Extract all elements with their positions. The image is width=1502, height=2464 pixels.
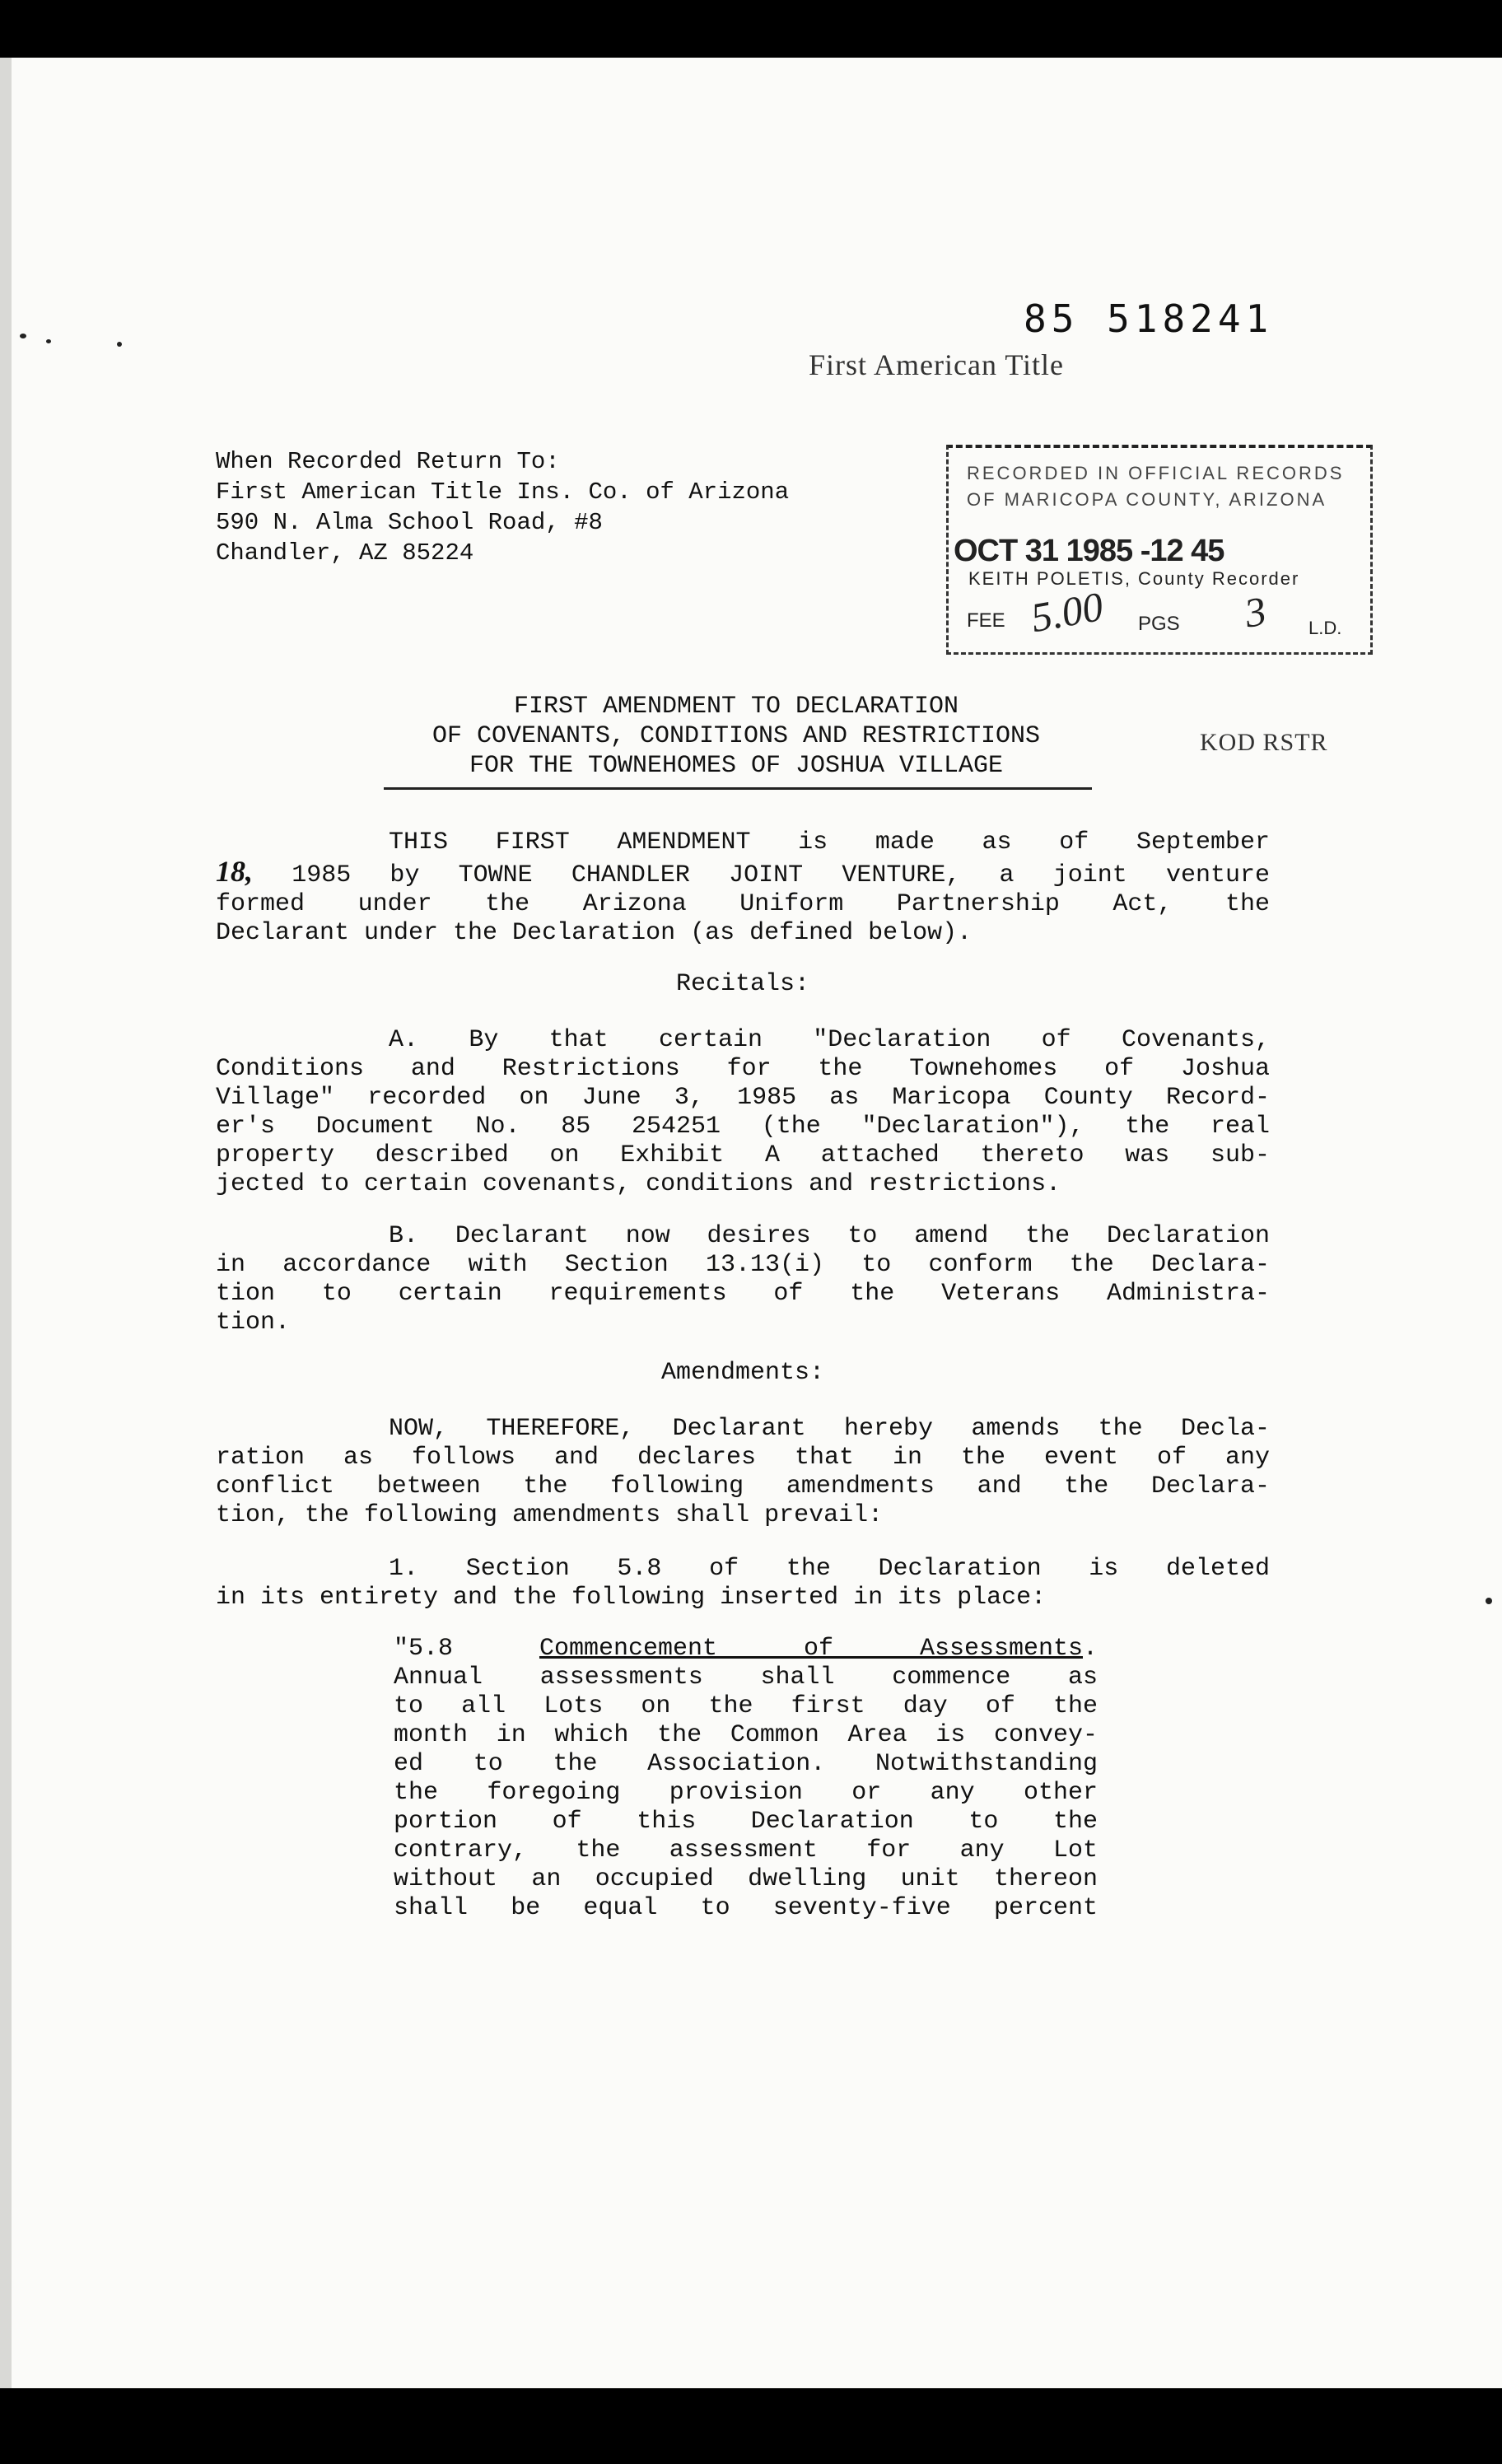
stamp-fee-label: FEE [967, 609, 1005, 632]
text-line: conflict between the following amendments and the Declara- [216, 1472, 1270, 1500]
title-line: OF COVENANTS, CONDITIONS AND RESTRICTIONS [431, 722, 1041, 750]
scan-speck [20, 334, 26, 338]
text-line: B. Declarant now desires to amend the Declaration [389, 1222, 1270, 1250]
stamp-pgs-label: PGS [1138, 613, 1180, 635]
text-line: THIS FIRST AMENDMENT is made as of September [389, 828, 1270, 856]
return-line: Chandler, AZ 85224 [216, 539, 474, 567]
document-title [366, 692, 1107, 781]
stamp-line: RECORDED IN OFFICIAL RECORDS [967, 463, 1345, 483]
title-underline [384, 787, 1092, 790]
side-mark: KOD RSTR [1200, 729, 1328, 756]
text-line: 1. Section 5.8 of the Declaration is deleted [389, 1555, 1270, 1583]
stamp-pgs-handwritten: 3 [1241, 587, 1270, 637]
text-line: Declarant under the Declaration (as defined below). [216, 919, 973, 947]
intro-paragraph [216, 828, 1270, 948]
scan-speck [1486, 1598, 1492, 1604]
text-line: A. By that certain "Declaration of Covenants, [389, 1026, 1270, 1054]
text-fragment: 1985 by TOWNE CHANDLER JOINT VENTURE, a joint venture [292, 861, 1270, 889]
return-heading: When Recorded Return To: [216, 448, 560, 475]
text-line: contrary, the assessment for any Lot [394, 1836, 1098, 1864]
text-line: the foregoing provision or any other [394, 1779, 1098, 1807]
text-line: tion, the following amendments shall prevail: [216, 1501, 884, 1529]
text-line: Village" recorded on June 3, 1985 as Maricopa County Record- [216, 1084, 1270, 1112]
text-line [216, 857, 1270, 890]
scanned-page [0, 58, 1502, 2388]
title-line: FIRST AMENDMENT TO DECLARATION [513, 693, 959, 721]
amendments-heading: Amendments: [660, 1359, 825, 1387]
text-line: NOW, THEREFORE, Declarant hereby amends the Decla- [389, 1415, 1270, 1443]
return-line: 590 N. Alma School Road, #8 [216, 509, 603, 536]
section-number: "5.8 [394, 1635, 454, 1663]
text-line: in accordance with Section 13.13(i) to conform the Declara- [216, 1251, 1270, 1279]
text-line: to all Lots on the first day of the [394, 1692, 1098, 1720]
stamp-date: OCT 31 1985 -12 45 [954, 534, 1224, 568]
recording-stamp [946, 445, 1373, 655]
text-line: tion. [216, 1309, 291, 1337]
text-line: month in which the Common Area is convey- [394, 1721, 1098, 1749]
text-line: without an occupied dwelling unit thereon [394, 1865, 1098, 1893]
recital-b-paragraph [216, 1222, 1270, 1337]
text-line: tion to certain requirements of the Veterans Administra- [216, 1280, 1270, 1308]
text-line: in its entirety and the following inserted in its place: [216, 1584, 1047, 1612]
section-heading: Commencement of Assessments [539, 1635, 1083, 1663]
stamp-line: OF MARICOPA COUNTY, ARIZONA [967, 489, 1327, 510]
text-line: ed to the Association. Notwithstanding [394, 1750, 1098, 1778]
section-1-paragraph [216, 1555, 1270, 1612]
handwritten-day: 18, [216, 855, 253, 888]
stamp-fee-handwritten: 5.00 [1027, 582, 1107, 642]
return-address-block [216, 446, 789, 568]
scan-speck [117, 342, 122, 347]
text-line: er's Document No. 85 254251 (the "Declaration"), the real [216, 1113, 1270, 1141]
return-line: First American Title Ins. Co. of Arizona [216, 478, 790, 506]
company-stamp: First American Title [809, 348, 1065, 381]
title-line: FOR THE TOWNEHOMES OF JOSHUA VILLAGE [469, 752, 1004, 780]
stamp-recorder: KEITH POLETIS, County Recorder [968, 568, 1300, 589]
text-line: shall be equal to seventy-five percent [394, 1894, 1098, 1922]
text-line: ration as follows and declares that in the event of any [216, 1444, 1270, 1472]
text-line [394, 1635, 1098, 1664]
text-line: jected to certain covenants, conditions and restrictions. [216, 1170, 1061, 1198]
scan-speck [46, 339, 51, 343]
text-line: Conditions and Restrictions for the Townehomes of Joshua [216, 1055, 1270, 1083]
text-line: formed under the Arizona Uniform Partnership Act, the [216, 890, 1270, 918]
text-line: portion of this Declaration to the [394, 1808, 1098, 1836]
recitals-heading: Recitals: [675, 970, 810, 998]
section-5-8-block [394, 1635, 1098, 1923]
now-therefore-paragraph [216, 1415, 1270, 1530]
recital-a-paragraph [216, 1026, 1270, 1199]
text-line: property described on Exhibit A attached thereto was sub- [216, 1141, 1270, 1169]
text-line: Annual assessments shall commence as [394, 1664, 1098, 1692]
document-number: 85 518241 [1024, 296, 1274, 341]
stamp-ld-label: L.D. [1308, 618, 1342, 638]
text-fragment: . [1082, 1635, 1098, 1663]
